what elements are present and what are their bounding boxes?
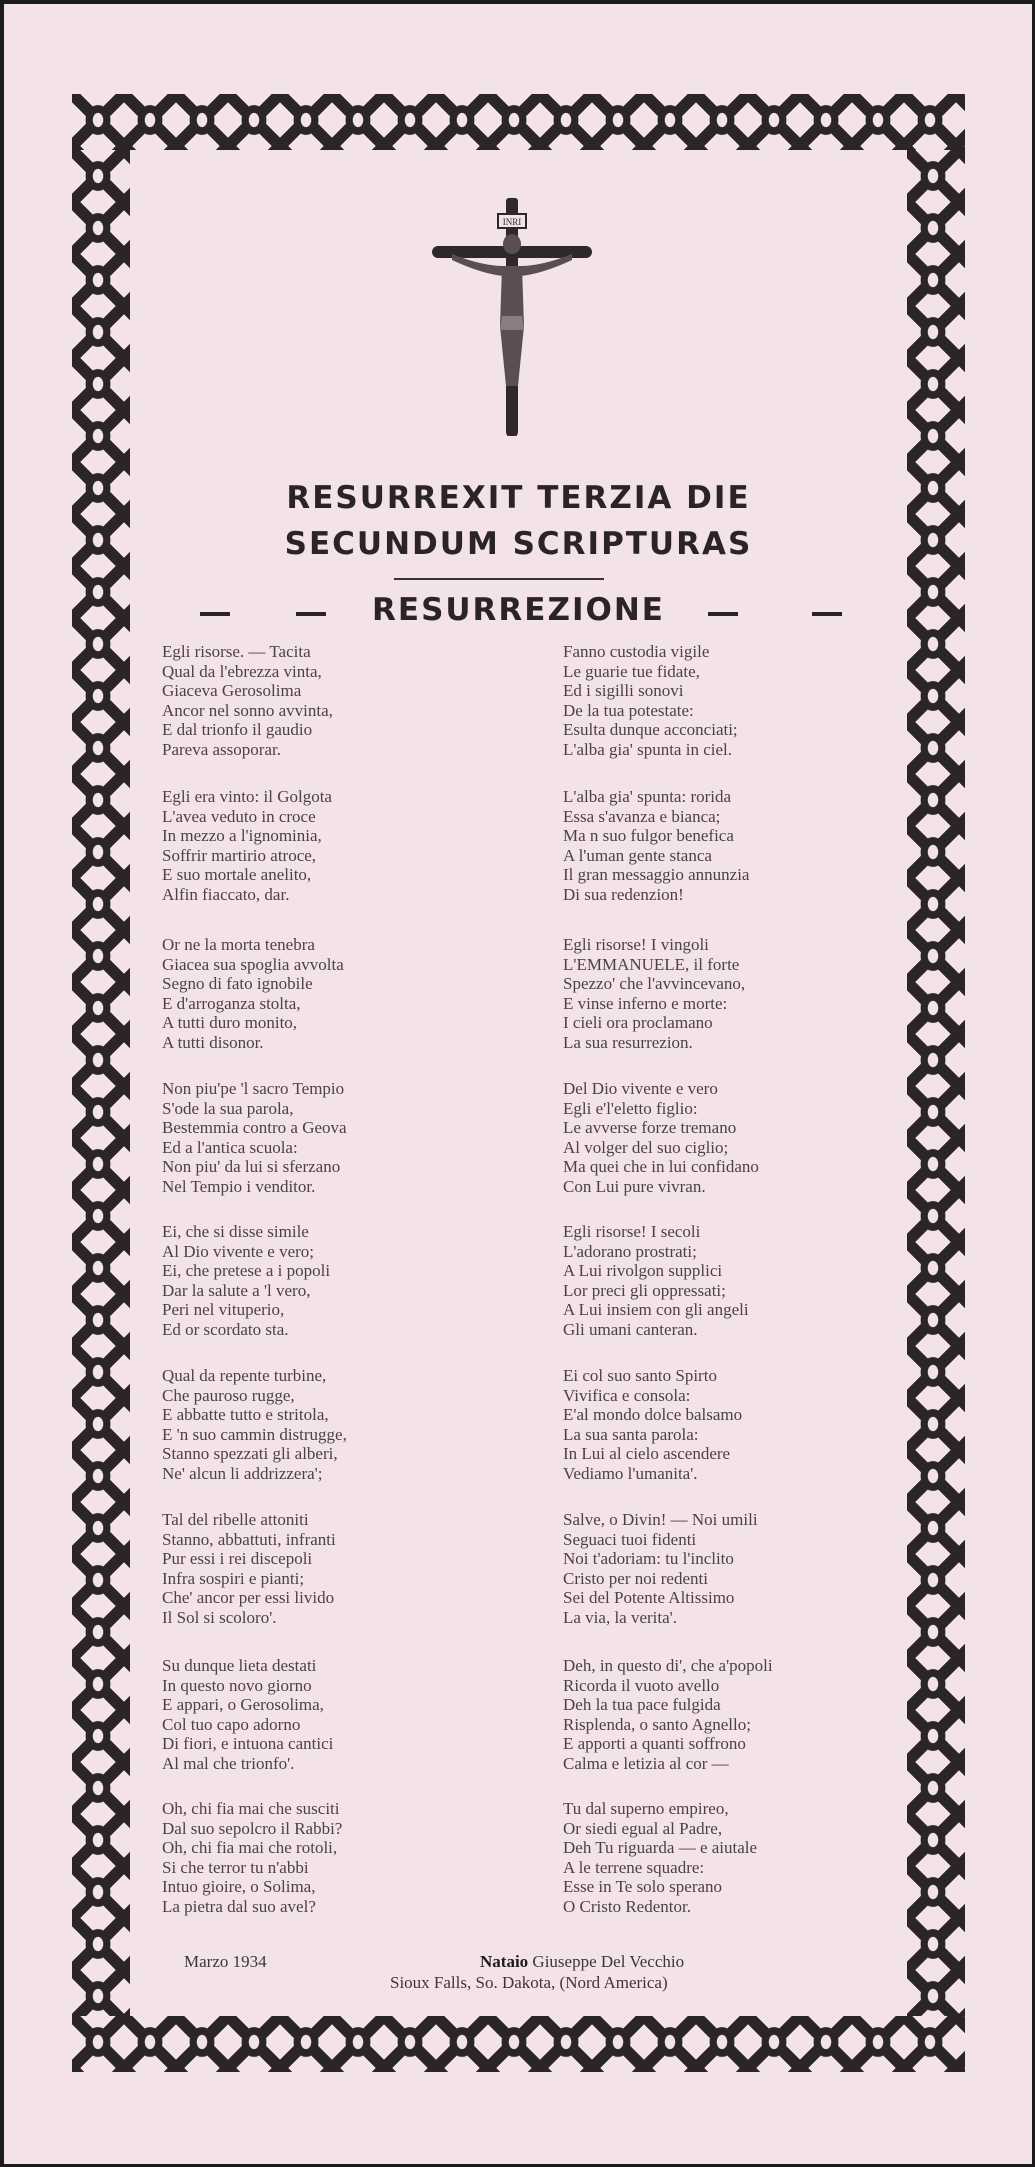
verse-line: Pareva assoporar. [162, 739, 281, 759]
content-area [130, 150, 907, 2016]
verse-line: Dal suo sepolcro il Rabbi? [162, 1818, 343, 1838]
stanza-left-9 [162, 1799, 502, 1917]
verse-line: Bestemmia contro a Geova [162, 1118, 347, 1138]
stanza-right-2 [563, 787, 903, 905]
verse-line: Esse in Te solo sperano [563, 1877, 723, 1897]
verse-line: A tutti disonor. [162, 1032, 264, 1052]
subtitle-row [130, 592, 907, 636]
verse-line: Di fiori, e intuona cantici [162, 1734, 334, 1754]
title-line-2: SECUNDUM SCRIPTURAS [284, 526, 753, 562]
verse-line: Qual da l'ebrezza vinta, [162, 661, 322, 681]
verse-line: Al Dio vivente e vero; [162, 1241, 315, 1261]
stanza-left-3 [162, 935, 502, 1053]
stanza-right-7 [563, 1510, 903, 1628]
verse-line: Spezzo' che l'avvincevano, [563, 974, 746, 994]
verse-line: Deh Tu riguarda — e aiutale [563, 1838, 758, 1858]
verse-line: E apporti a quanti soffrono [563, 1734, 746, 1754]
stanza-left-4 [162, 1079, 502, 1197]
stanza-left-5 [162, 1222, 502, 1340]
stanza-left-8 [162, 1656, 502, 1774]
ornamental-border-left [72, 150, 130, 2016]
subtitle: RESURREZIONE [372, 592, 665, 628]
verse-line: E abbatte tutto e stritola, [162, 1405, 329, 1425]
verse-line: Si che terror tu n'abbi [162, 1857, 309, 1877]
stanza-right-6 [563, 1366, 903, 1484]
verse-line: A Lui insiem con gli angeli [563, 1300, 749, 1320]
stanza-right-8 [563, 1656, 903, 1774]
verse-line: Il gran messaggio annunzia [563, 865, 750, 885]
verse-line: La sua santa parola: [563, 1424, 699, 1444]
verse-line: Egli risorse. — Tacita [162, 642, 311, 661]
verse-line: Or ne la morta tenebra [162, 935, 315, 954]
verse-line: E dal trionfo il gaudio [162, 720, 313, 740]
verse-line: Di sua redenzion! [563, 884, 684, 904]
crucifix-inscription: INRI [502, 217, 522, 227]
verse-line: De la tua potestate: [563, 700, 694, 720]
dash-ornament [812, 612, 842, 616]
verse-line: Ed i sigilli sonovi [563, 681, 684, 701]
footer-date: Marzo 1934 [184, 1952, 267, 1971]
verse-line: Qual da repente turbine, [162, 1366, 327, 1385]
verse-line: Ei col suo santo Spirto [563, 1366, 717, 1385]
verse-line: Intuo gioire, o Solima, [162, 1877, 316, 1897]
verse-line: I cieli ora proclamano [563, 1013, 713, 1033]
verse-line: Le guarie tue fidate, [563, 661, 700, 681]
verse-line: Stanno spezzati gli alberi, [162, 1444, 338, 1464]
dash-ornament [708, 612, 738, 616]
stanza-left-1 [162, 642, 502, 760]
verse-line: L'avea veduto in croce [162, 806, 316, 826]
verse-line: Fanno custodia vigile [563, 642, 710, 661]
verse-line: Che' ancor per essi livido [162, 1588, 335, 1608]
verse-line: Oh, chi fia mai che rotoli, [162, 1838, 338, 1858]
verse-line: E d'arroganza stolta, [162, 993, 301, 1013]
verse-line: A le terrene squadre: [563, 1857, 705, 1877]
verse-line: Nel Tempio i venditor. [162, 1176, 316, 1196]
verse-line: La via, la verita'. [563, 1607, 677, 1627]
stanza-right-3 [563, 935, 903, 1053]
stanza-left-2 [162, 787, 502, 905]
verse-line: Egli risorse! I secoli [563, 1222, 701, 1241]
verse-line: Ei, che si disse simile [162, 1222, 309, 1241]
verse-line: Infra sospiri e pianti; [162, 1568, 305, 1588]
verse-line: Su dunque lieta destati [162, 1656, 317, 1675]
verse-line: Salve, o Divin! — Noi umili [563, 1510, 758, 1529]
verse-line: Le avverse forze tremano [563, 1118, 737, 1138]
verse-line: Col tuo capo adorno [162, 1714, 301, 1734]
verse-line: Soffrir martirio atroce, [162, 845, 317, 865]
verse-line: Calma e letizia al cor — [563, 1753, 729, 1773]
crucifix-icon [432, 196, 592, 436]
verse-line: Ma n suo fulgor benefica [563, 826, 734, 846]
verse-line: Non piu' da lui si sferzano [162, 1157, 341, 1177]
verse-line: Gli umani canteran. [563, 1319, 698, 1339]
verse-line: Essa s'avanza e bianca; [563, 806, 721, 826]
verse-line: Che pauroso rugge, [162, 1385, 295, 1405]
verse-line: A Lui rivolgon supplici [563, 1261, 723, 1281]
footer-place: Sioux Falls, So. Dakota, (Nord America) [390, 1973, 668, 1992]
stanza-left-6 [162, 1366, 502, 1484]
verse-line: In questo novo giorno [162, 1675, 312, 1695]
verse-line: A l'uman gente stanca [563, 845, 712, 865]
verse-line: Cristo per noi redenti [563, 1568, 708, 1588]
verse-line: Ei, che pretese a i popoli [162, 1261, 331, 1281]
footer-nataio: Nataio [480, 1952, 529, 1971]
verse-line: Seguaci tuoi fidenti [563, 1529, 697, 1549]
verse-line: Egli e'l'eletto figlio: [563, 1098, 698, 1118]
verse-line: Noi t'adoriam: tu l'inclito [563, 1549, 734, 1569]
verse-line: Risplenda, o santo Agnello; [563, 1714, 751, 1734]
verse-line: L'EMMANUELE, il forte [563, 954, 740, 974]
footer-signature [480, 1952, 684, 1972]
verse-line: Or siedi egual al Padre, [563, 1818, 723, 1838]
verse-line: O Cristo Redentor. [563, 1896, 691, 1916]
stanza-right-9 [563, 1799, 903, 1917]
verse-line: Segno di fato ignobile [162, 974, 313, 994]
verse-line: In Lui al cielo ascendere [563, 1444, 731, 1464]
verse-line: Pur essi i rei discepoli [162, 1549, 313, 1569]
ornamental-border-right [907, 150, 965, 2016]
title-divider [394, 578, 604, 580]
verse-line: Vediamo l'umanita'. [563, 1463, 698, 1483]
verse-line: Peri nel vituperio, [162, 1300, 285, 1320]
verse-line: Ed or scordato sta. [162, 1319, 289, 1339]
verse-line: E suo mortale anelito, [162, 865, 312, 885]
verse-line: E appari, o Gerosolima, [162, 1695, 324, 1715]
verse-line: Con Lui pure vivran. [563, 1176, 706, 1196]
verse-line: E 'n suo cammin distrugge, [162, 1424, 347, 1444]
stanza-right-5 [563, 1222, 903, 1340]
verse-line: Del Dio vivente e vero [563, 1079, 718, 1098]
footer-author: Giuseppe Del Vecchio [532, 1952, 685, 1971]
verse-line: Tu dal superno empireo, [563, 1799, 729, 1818]
verse-line: Sei del Potente Altissimo [563, 1588, 735, 1608]
verse-line: L'alba gia' spunta: rorida [563, 787, 732, 806]
verse-line: Esulta dunque acconciati; [563, 720, 738, 740]
verse-line: Ancor nel sonno avvinta, [162, 700, 333, 720]
verse-line: Deh la tua pace fulgida [563, 1695, 721, 1715]
verse-line: L'adorano prostrati; [563, 1241, 697, 1261]
verse-line: A tutti duro monito, [162, 1013, 298, 1033]
verse-line: Tal del ribelle attoniti [162, 1510, 309, 1529]
verse-line: Vivifica e consola: [563, 1385, 691, 1405]
verse-line: La pietra dal suo avel? [162, 1896, 316, 1916]
verse-line: Al volger del suo ciglio; [563, 1137, 729, 1157]
stanza-right-1 [563, 642, 903, 760]
verse-line: Giaceva Gerosolima [162, 681, 302, 701]
verse-line: L'alba gia' spunta in ciel. [563, 739, 732, 759]
verse-line: Non piu'pe 'l sacro Tempio [162, 1079, 345, 1098]
verse-line: Ed a l'antica scuola: [162, 1137, 298, 1157]
verse-line: Ne' alcun li addrizzera'; [162, 1463, 323, 1483]
verse-line: Al mal che trionfo'. [162, 1753, 295, 1773]
verse-line: Il Sol si scoloro'. [162, 1607, 277, 1627]
stanza-left-7 [162, 1510, 502, 1628]
verse-line: Oh, chi fia mai che susciti [162, 1799, 340, 1818]
verse-line: Egli era vinto: il Golgota [162, 787, 332, 806]
document-page [4, 4, 1032, 2164]
verse-line: In mezzo a l'ignominia, [162, 826, 322, 846]
verse-line: E vinse inferno e morte: [563, 993, 728, 1013]
verse-line: Stanno, abbattuti, infranti [162, 1529, 336, 1549]
verse-line: Ma quei che in lui confidano [563, 1157, 759, 1177]
verse-line: Lor preci gli oppressati; [563, 1280, 726, 1300]
title-line-1: RESURREXIT TERZIA DIE [286, 480, 751, 516]
verse-line: S'ode la sua parola, [162, 1098, 294, 1118]
verse-line: Ricorda il vuoto avello [563, 1675, 720, 1695]
verse-line: Dar la salute a 'l vero, [162, 1280, 311, 1300]
verse-line: Alfin fiaccato, dar. [162, 884, 290, 904]
ornamental-border-top [72, 94, 965, 150]
verse-line: Giacea sua spoglia avvolta [162, 954, 344, 974]
stanza-right-4 [563, 1079, 903, 1197]
verse-line: La sua resurrezion. [563, 1032, 693, 1052]
ornamental-border-bottom [72, 2016, 965, 2072]
verse-line: Egli risorse! I vingoli [563, 935, 709, 954]
verse-line: Deh, in questo di', che a'popoli [563, 1656, 773, 1675]
verse-line: E'al mondo dolce balsamo [563, 1405, 743, 1425]
